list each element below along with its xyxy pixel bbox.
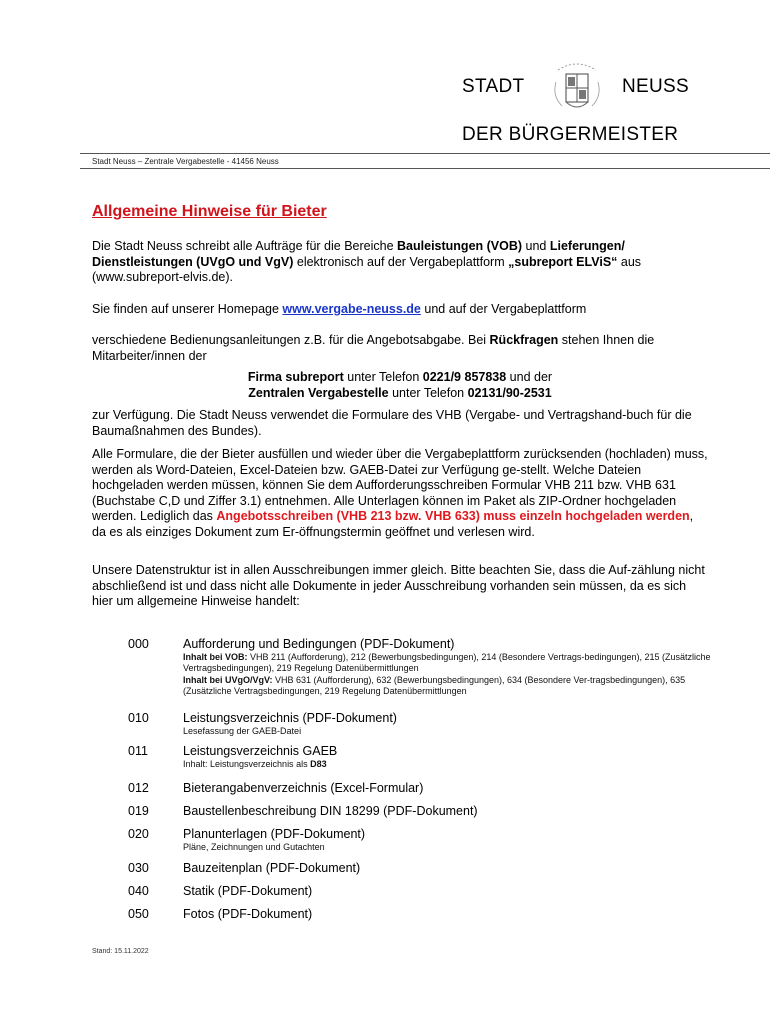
sender-rule [80, 168, 770, 169]
doc-code: 011 [128, 744, 148, 758]
doc-sub-uvgo: Inhalt bei UVgO/VgV: VHB 631 (Aufforderung), 632 (Bewerbungsbedingungen), 634 (Besondere Ver-tragsbedingungen), 635 (Zusätzliche Vertragsbedingungen, 219 Regelung Datenübermittlungen [183, 674, 686, 697]
doc-label: Planunterlagen (PDF-Dokument) [183, 827, 366, 841]
doc-label: Fotos (PDF-Dokument) [183, 907, 313, 921]
contact-subreport: Firma subreport unter Telefon 0221/9 857838 und der [247, 370, 553, 384]
contact-block [92, 370, 708, 401]
doc-code: 000 [128, 637, 149, 651]
doc-sub: Inhalt: Leistungsverzeichnis als D83 [183, 759, 327, 769]
doc-label: Baustellenbeschreibung DIN 18299 (PDF-Dokument) [183, 804, 478, 818]
questions-paragraph: verschiedene Bedienungsanleitungen z.B. für die Angebotsabgabe. Bei Rückfragen stehen Ihnen die Mitarbeiter/innen der [92, 333, 655, 363]
doc-code: 012 [128, 781, 149, 795]
doc-code: 010 [128, 711, 149, 725]
homepage-link[interactable]: www.vergabe-neuss.de [282, 302, 421, 316]
doc-label: Leistungsverzeichnis GAEB [183, 744, 338, 758]
page-title: Allgemeine Hinweise für Bieter [92, 203, 327, 220]
doc-sub: Pläne, Zeichnungen und Gutachten [183, 842, 325, 852]
letterhead-neuss: NEUSS [622, 76, 689, 97]
doc-sub-vob: Inhalt bei VOB: VHB 211 (Aufforderung), 212 (Bewerbungsbedingungen), 214 (Besondere Vertrags-bedingungen), 215 (Zusätzliche Vertragsbedingungen), 219 Regelung Datenübermittlungen [183, 652, 711, 674]
doc-sub: Lesefassung der GAEB-Datei [183, 726, 302, 736]
doc-code: 019 [128, 804, 149, 818]
doc-label: Bauzeitenplan (PDF-Dokument) [183, 861, 361, 875]
doc-label: Statik (PDF-Dokument) [183, 884, 313, 898]
doc-label: Bieterangabenverzeichnis (Excel-Formular) [183, 781, 424, 795]
doc-label: Aufforderung und Bedingungen (PDF-Dokument) [183, 637, 455, 651]
letterhead-subtitle: DER BÜRGERMEISTER [462, 124, 679, 145]
letterhead-stadt: STADT [462, 76, 525, 97]
intro-paragraph: Die Stadt Neuss schreibt alle Aufträge für die Bereiche Bauleistungen (VOB) und Lieferungen/ Dienstleistungen (UVgO und VgV) elektronisch auf der Vergabeplattform „subreport ELViS“ aus (www.subreport-elvis.de). [92, 239, 642, 285]
upload-paragraph: Alle Formulare, die der Bieter ausfüllen und wieder über die Vergabeplattform zurücksenden (hochladen) muss, werden als Word-Dateien, Excel-Dateien bzw. GAEB-Datei zur Verfügung ge-stellt. Welche Dateien hochgeladen werden müssen, können Sie dem Aufforderungsschreiben Formular VHB 211 bzw. VHB 631 (Buchstabe C,D und Ziffer 3.1) entnehmen. Alle Unterlagen können im Paket als ZIP-Ordner hochgeladen werden. Lediglich das Angebotsschreiben (VHB 213 bzw. VHB 633) muss einzeln hochgeladen werden, da es als einziges Dokument zum Er-öffnungstermin geöffnet und verlesen wird. [92, 447, 708, 539]
doc-code: 020 [128, 827, 149, 841]
contact-vergabestelle: Zentralen Vergabestelle unter Telefon 02131/90-2531 [248, 385, 552, 400]
structure-paragraph: Unsere Datenstruktur ist in allen Ausschreibungen immer gleich. Bitte beachten Sie, dass die Auf-zählung nicht abschließend ist und dass nicht alle Dokumente in jeder Ausschreibung vorhanden sein müssen, da es sich hier um allgemeine Hinweise handelt: [92, 563, 705, 609]
doc-label: Leistungsverzeichnis (PDF-Dokument) [183, 711, 397, 725]
header-rule [80, 153, 770, 154]
homepage-paragraph: Sie finden auf unserer Homepage www.vergabe-neuss.de und auf der Vergabeplattform [92, 302, 587, 316]
doc-code: 030 [128, 861, 149, 875]
doc-code: 040 [128, 884, 149, 898]
city-crest-icon [552, 60, 602, 118]
footer-date: Stand: 15.11.2022 [92, 948, 149, 955]
sender-line: Stadt Neuss – Zentrale Vergabestelle - 41456 Neuss [92, 157, 279, 166]
doc-code: 050 [128, 907, 149, 921]
vhb-paragraph: zur Verfügung. Die Stadt Neuss verwendet die Formulare des VHB (Vergabe- und Vertragshand-buch für die Baumaßnahmen des Bundes). [92, 408, 692, 438]
